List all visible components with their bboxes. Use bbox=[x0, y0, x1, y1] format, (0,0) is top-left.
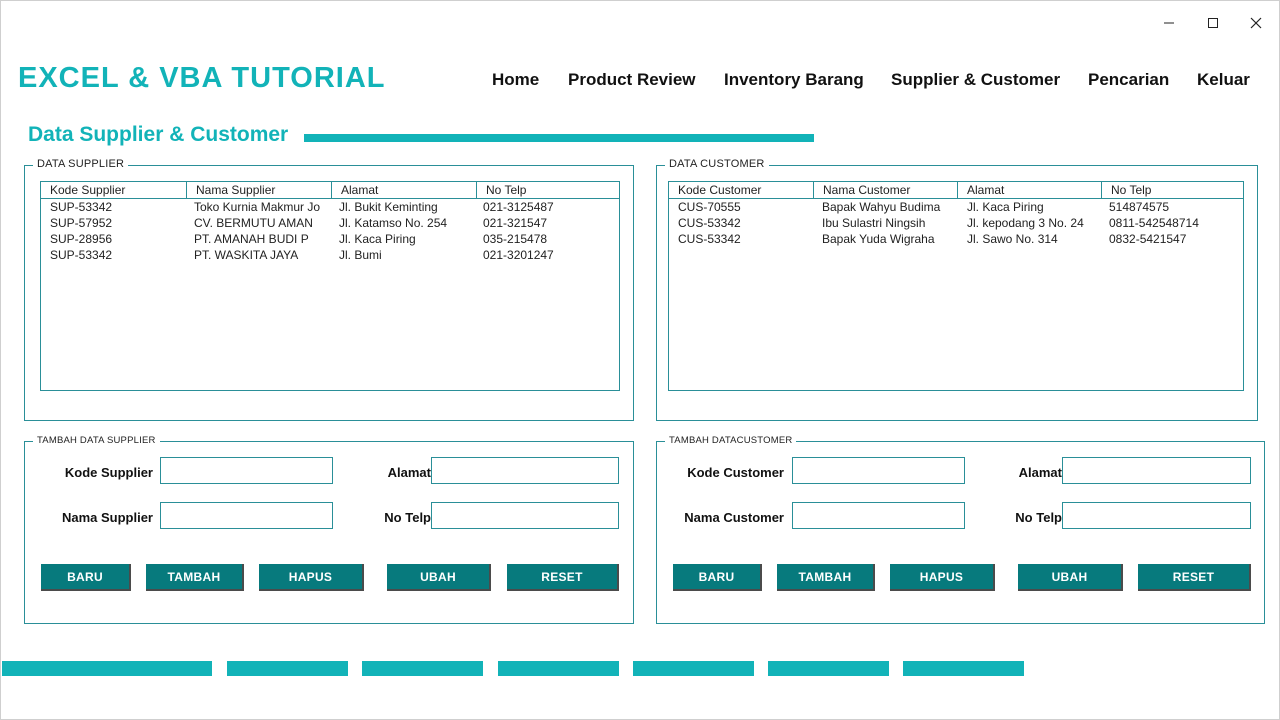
nama-supplier-input[interactable] bbox=[160, 502, 333, 529]
column-header-alamat[interactable]: Alamat bbox=[958, 182, 1102, 198]
footer-bar bbox=[768, 661, 889, 676]
cell-alamat: Jl. kepodang 3 No. 24 bbox=[967, 216, 1084, 230]
app-brand: EXCEL & VBA TUTORIAL bbox=[18, 62, 386, 94]
footer-bar bbox=[227, 661, 348, 676]
telp-customer-input[interactable] bbox=[1062, 502, 1251, 529]
nav-product-review[interactable]: Product Review bbox=[568, 70, 696, 89]
supplier-list-group bbox=[24, 158, 634, 421]
telp-customer-label: No Telp bbox=[1015, 510, 1062, 525]
cell-telp: 021-3201247 bbox=[483, 248, 554, 262]
footer-bar bbox=[903, 661, 1024, 676]
cell-telp: 0811-542548714 bbox=[1109, 216, 1199, 230]
alamat-supplier-input[interactable] bbox=[431, 457, 619, 484]
supplier-tambah-button[interactable]: TAMBAH bbox=[146, 564, 244, 591]
customer-ubah-button[interactable]: UBAH bbox=[1018, 564, 1123, 591]
cell-alamat: Jl. Bukit Keminting bbox=[339, 200, 438, 214]
telp-supplier-label: No Telp bbox=[384, 510, 431, 525]
column-header-alamat[interactable]: Alamat bbox=[332, 182, 477, 198]
cell-nama: Bapak Wahyu Budima bbox=[822, 200, 941, 214]
kode-supplier-input[interactable] bbox=[160, 457, 333, 484]
column-header-no-telp[interactable]: No Telp bbox=[486, 183, 527, 197]
nav-keluar[interactable]: Keluar bbox=[1197, 70, 1250, 89]
cell-alamat: Jl. Bumi bbox=[339, 248, 382, 262]
alamat-customer-input[interactable] bbox=[1062, 457, 1251, 484]
nav-supplier-customer[interactable]: Supplier & Customer bbox=[891, 70, 1061, 89]
supplier-baru-button[interactable]: BARU bbox=[41, 564, 131, 591]
cell-kode: CUS-70555 bbox=[678, 200, 741, 214]
column-header-no-telp[interactable]: No Telp bbox=[1111, 183, 1152, 197]
cell-alamat: Jl. Kaca Piring bbox=[339, 232, 416, 246]
telp-supplier-input[interactable] bbox=[431, 502, 619, 529]
page-title: Data Supplier & Customer bbox=[28, 123, 289, 146]
nama-customer-input[interactable] bbox=[792, 502, 965, 529]
cell-kode: CUS-53342 bbox=[678, 232, 741, 246]
footer-bar bbox=[633, 661, 754, 676]
cell-kode: SUP-53342 bbox=[50, 248, 113, 262]
column-header-nama-supplier[interactable]: Nama Supplier bbox=[187, 182, 332, 198]
customer-list-header bbox=[669, 182, 1243, 199]
title-underline bbox=[304, 134, 814, 142]
supplier-list-legend: DATA SUPPLIER bbox=[33, 158, 128, 170]
cell-telp: 021-3125487 bbox=[483, 200, 554, 214]
cell-alamat: Jl. Katamso No. 254 bbox=[339, 216, 448, 230]
table-row[interactable] bbox=[41, 199, 619, 215]
table-row[interactable] bbox=[41, 231, 619, 247]
customer-form-legend: TAMBAH DATACUSTOMER bbox=[665, 435, 796, 446]
cell-telp: 035-215478 bbox=[483, 232, 548, 246]
cell-nama: CV. BERMUTU AMAN bbox=[194, 216, 313, 230]
cell-nama: PT. WASKITA JAYA bbox=[194, 248, 299, 262]
customer-baru-button[interactable]: BARU bbox=[673, 564, 762, 591]
customer-hapus-button[interactable]: HAPUS bbox=[890, 564, 995, 591]
nama-supplier-label: Nama Supplier bbox=[61, 510, 153, 525]
cell-nama: Bapak Yuda Wigraha bbox=[822, 232, 935, 246]
customer-list-legend: DATA CUSTOMER bbox=[665, 158, 769, 170]
cell-telp: 021-321547 bbox=[483, 216, 548, 230]
column-header-nama-customer[interactable]: Nama Customer bbox=[814, 182, 958, 198]
alamat-customer-label: Alamat bbox=[1018, 465, 1062, 480]
nav-home[interactable]: Home bbox=[492, 70, 540, 89]
kode-supplier-label: Kode Supplier bbox=[64, 465, 153, 480]
supplier-reset-button[interactable]: RESET bbox=[507, 564, 619, 591]
close-icon[interactable] bbox=[1241, 12, 1271, 34]
customer-reset-button[interactable]: RESET bbox=[1138, 564, 1251, 591]
supplier-form-legend: TAMBAH DATA SUPPLIER bbox=[33, 435, 160, 446]
table-row[interactable] bbox=[669, 215, 1243, 231]
table-row[interactable] bbox=[669, 199, 1243, 215]
cell-nama: Toko Kurnia Makmur Jo bbox=[194, 200, 321, 214]
cell-nama: PT. AMANAH BUDI P bbox=[194, 232, 309, 246]
cell-alamat: Jl. Kaca Piring bbox=[967, 200, 1044, 214]
cell-telp: 514874575 bbox=[1109, 200, 1170, 214]
kode-customer-label: Kode Customer bbox=[687, 465, 784, 480]
customer-tambah-button[interactable]: TAMBAH bbox=[777, 564, 875, 591]
supplier-hapus-button[interactable]: HAPUS bbox=[259, 564, 364, 591]
customer-listview[interactable] bbox=[668, 181, 1244, 391]
customer-list-group bbox=[656, 158, 1258, 421]
supplier-ubah-button[interactable]: UBAH bbox=[387, 564, 491, 591]
cell-kode: SUP-53342 bbox=[50, 200, 113, 214]
maximize-icon[interactable] bbox=[1198, 12, 1228, 34]
column-header-kode-customer[interactable]: Kode Customer bbox=[669, 182, 814, 198]
alamat-supplier-label: Alamat bbox=[387, 465, 431, 480]
table-row[interactable] bbox=[41, 247, 619, 263]
minimize-icon[interactable] bbox=[1154, 12, 1184, 34]
cell-alamat: Jl. Sawo No. 314 bbox=[967, 232, 1058, 246]
footer-bar bbox=[362, 661, 483, 676]
footer-bar bbox=[498, 661, 619, 676]
cell-kode: SUP-28956 bbox=[50, 232, 113, 246]
column-header-kode-supplier[interactable]: Kode Supplier bbox=[41, 182, 187, 198]
table-row[interactable] bbox=[41, 215, 619, 231]
nama-customer-label: Nama Customer bbox=[684, 510, 784, 525]
supplier-listview[interactable] bbox=[40, 181, 620, 391]
cell-telp: 0832-5421547 bbox=[1109, 232, 1187, 246]
footer-bar bbox=[2, 661, 212, 676]
nav-inventory-barang[interactable]: Inventory Barang bbox=[724, 70, 864, 89]
kode-customer-input[interactable] bbox=[792, 457, 965, 484]
cell-kode: CUS-53342 bbox=[678, 216, 741, 230]
cell-kode: SUP-57952 bbox=[50, 216, 113, 230]
supplier-list-header bbox=[41, 182, 619, 199]
cell-nama: Ibu Sulastri Ningsih bbox=[822, 216, 926, 230]
table-row[interactable] bbox=[669, 231, 1243, 247]
nav-pencarian[interactable]: Pencarian bbox=[1088, 70, 1170, 89]
